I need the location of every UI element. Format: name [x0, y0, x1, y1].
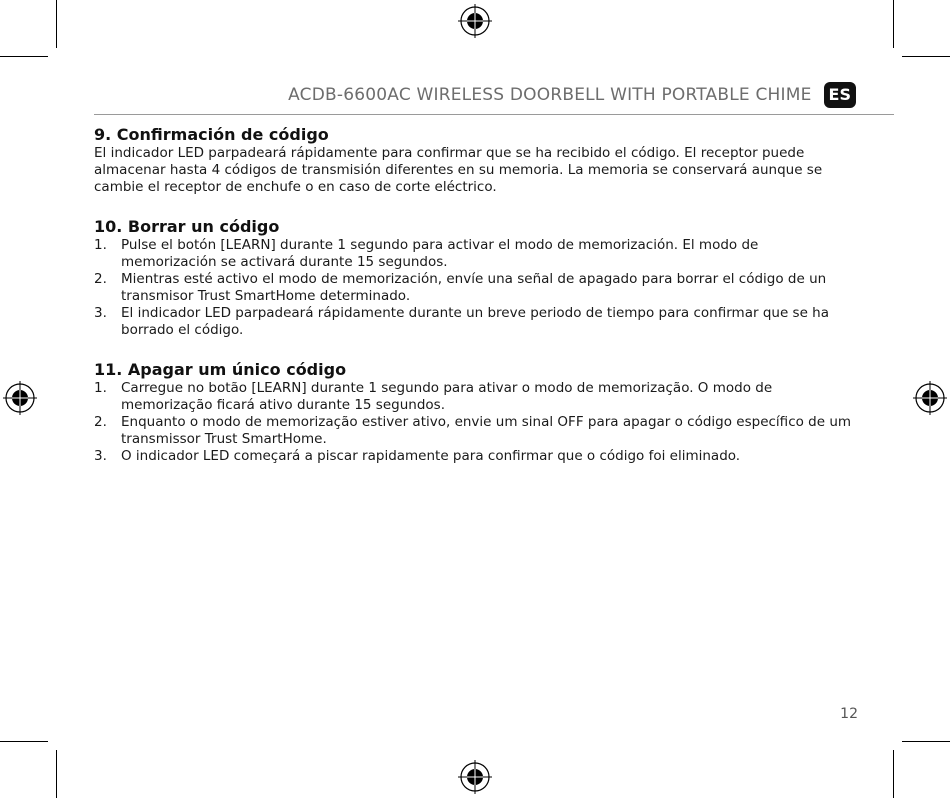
section-paragraph: El indicador LED parpadeará rápidamente para confirmar que se ha recibido el código. El receptor puede almacenar hasta 4 códigos de transmisión diferentes en su memoria. La memoria se conservará aunque se cambie el receptor de enchufe o en caso de corte eléctrico.	[94, 145, 823, 195]
crop-mark-top-left-h	[0, 56, 48, 57]
document-title: ACDB-6600AC WIRELESS DOORBELL WITH PORTABLE CHIME	[288, 85, 812, 105]
step-text: Pulse el botón [LEARN] durante 1 segundo para activar el modo de memorización. El modo de memorización se activará durante 15 segundos.	[121, 237, 759, 270]
section-turn-off-single-code	[94, 360, 854, 465]
section-heading: 11. Apagar um único código	[94, 360, 347, 379]
section-delete-code	[94, 217, 854, 339]
steps-list	[94, 237, 854, 339]
list-item	[94, 305, 854, 339]
step-number: 3.	[94, 448, 107, 464]
language-badge: ES	[824, 82, 856, 108]
list-item	[94, 414, 854, 448]
list-item	[94, 237, 854, 271]
step-text: Enquanto o modo de memorização estiver ativo, envie um sinal OFF para apagar o código específico de um transmissor Trust SmartHome.	[121, 414, 852, 447]
page-number: 12	[840, 706, 858, 722]
registration-mark-bottom	[458, 760, 492, 794]
page-header	[94, 80, 856, 110]
list-item	[94, 448, 854, 465]
step-number: 1.	[94, 237, 107, 253]
registration-mark-top	[458, 4, 492, 38]
step-number: 3.	[94, 305, 107, 321]
step-text: O indicador LED começará a piscar rapidamente para confirmar que o código foi eliminado.	[121, 448, 741, 464]
step-text: El indicador LED parpadeará rápidamente durante un breve periodo de tiempo para confirmar que se ha borrado el código.	[121, 305, 829, 338]
step-number: 2.	[94, 414, 107, 430]
steps-list	[94, 380, 854, 465]
crop-mark-bottom-left-h	[0, 741, 48, 742]
crop-mark-top-right-h	[902, 56, 950, 57]
step-text: Mientras esté activo el modo de memorización, envíe una señal de apagado para borrar el código de un transmisor Trust SmartHome determinado.	[121, 271, 827, 304]
step-number: 1.	[94, 380, 107, 396]
crop-mark-top-right-v	[893, 0, 894, 48]
page-content	[94, 125, 854, 486]
crop-mark-bottom-right-v	[893, 750, 894, 798]
section-heading: 10. Borrar un código	[94, 217, 280, 236]
crop-mark-top-left-v	[56, 0, 57, 48]
header-divider	[94, 114, 894, 115]
crop-mark-bottom-left-v	[56, 750, 57, 798]
registration-mark-left	[3, 381, 37, 415]
step-text: Carregue no botão [LEARN] durante 1 segundo para ativar o modo de memorização. O modo de memorização ficará ativo durante 15 segundos.	[121, 380, 773, 413]
crop-mark-bottom-right-h	[902, 741, 950, 742]
registration-mark-right	[913, 381, 947, 415]
list-item	[94, 271, 854, 305]
step-number: 2.	[94, 271, 107, 287]
section-heading: 9. Confirmación de código	[94, 125, 329, 144]
section-code-confirmation	[94, 125, 854, 196]
list-item	[94, 380, 854, 414]
